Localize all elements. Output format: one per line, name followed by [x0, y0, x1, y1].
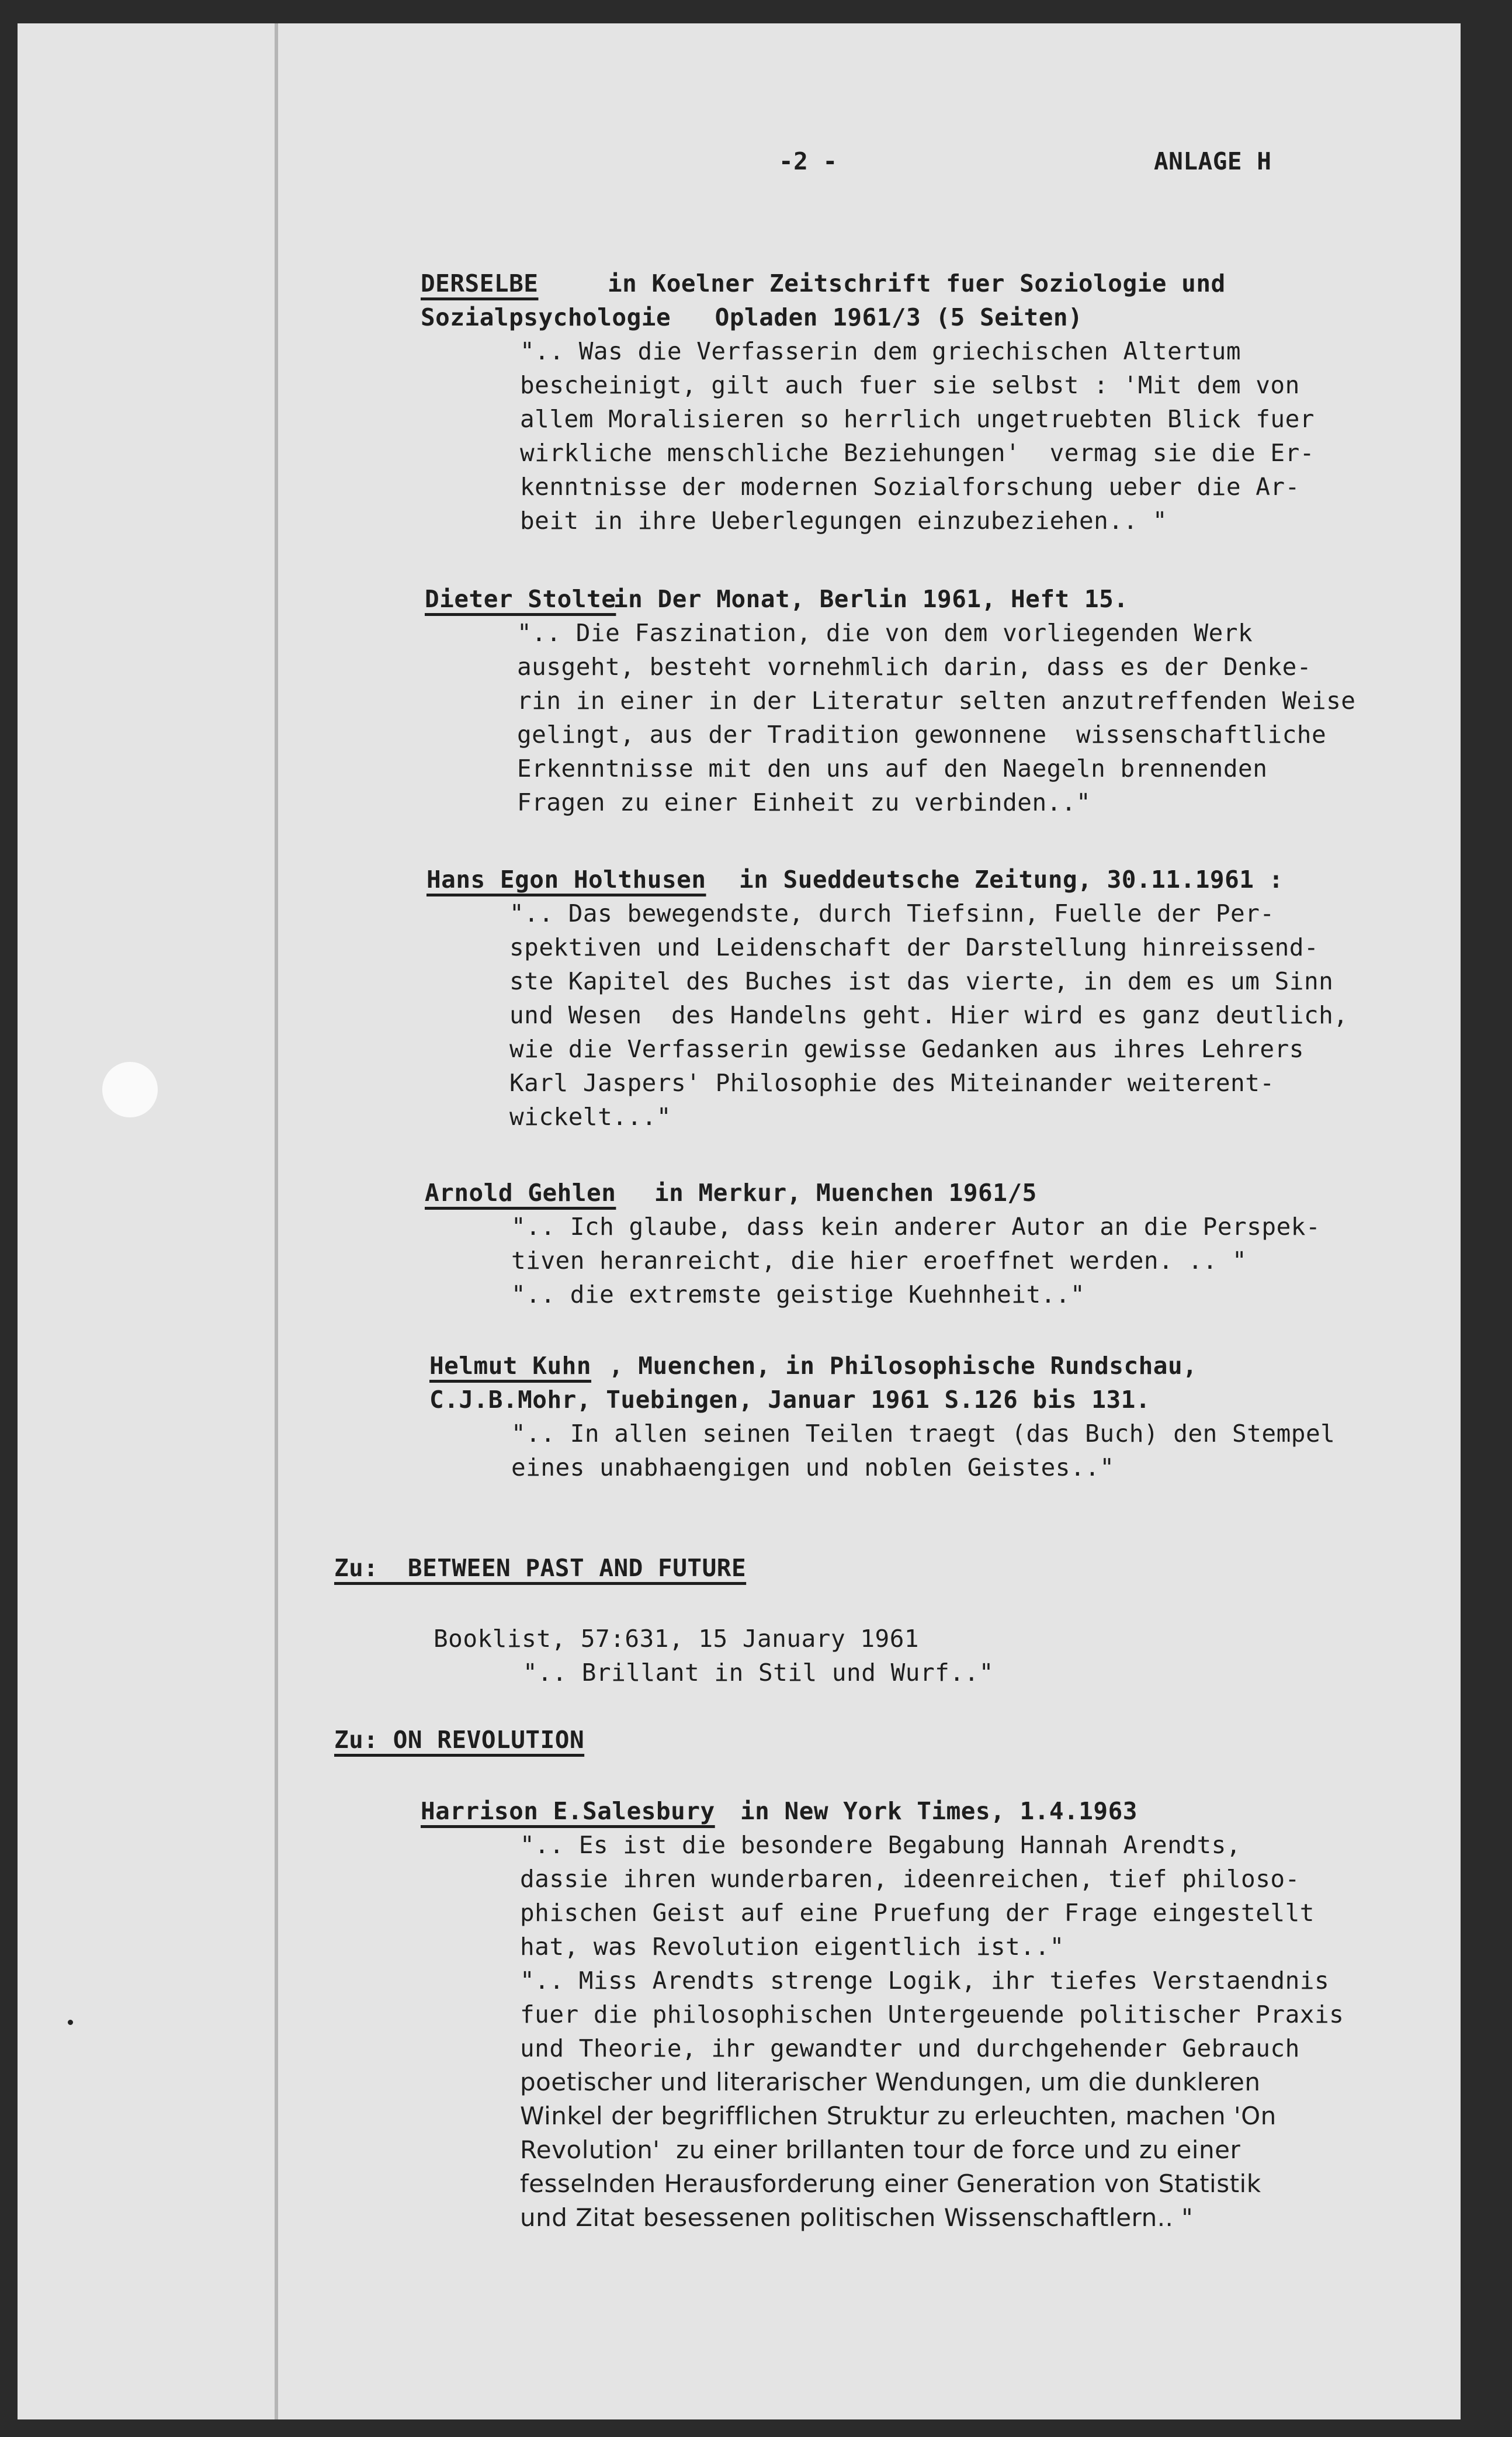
quote-line: ".. In allen seinen Teilen traegt (das Buch) den Stempel	[511, 1420, 1336, 1448]
quote-line: allem Moralisieren so herrlich ungetruebten Blick fuer	[520, 405, 1315, 433]
quote-line: spektiven und Leidenschaft der Darstellung hinreissend-	[509, 933, 1319, 961]
entry-source: C.J.B.Mohr, Tuebingen, Januar 1961 S.126 bis 131.	[429, 1386, 1151, 1414]
quote-line: Erkenntnisse mit den uns auf den Naegeln brennenden	[517, 754, 1268, 783]
quote-line: wirkliche menschliche Beziehungen' vermag sie die Er-	[520, 439, 1315, 467]
annex-label: ANLAGE H	[1154, 147, 1272, 175]
quote-line: Fragen zu einer Einheit zu verbinden.."	[517, 788, 1091, 816]
quote-line: ".. Die Faszination, die von dem vorliegenden Werk	[517, 619, 1253, 647]
entry-author: Hans Egon Holthusen	[426, 866, 706, 894]
entry-author: Helmut Kuhn	[429, 1352, 592, 1380]
entry-source: in Koelner Zeitschrift fuer Soziologie und	[608, 269, 1226, 297]
quote-line: und Zitat besessenen politischen Wissenschaftlern.. "	[520, 2203, 1194, 2232]
entry-source: in Sueddeutsche Zeitung, 30.11.1961 :	[739, 866, 1284, 894]
quote-line: gelingt, aus der Tradition gewonnene wissenschaftliche	[517, 721, 1327, 749]
quote-line: Revolution' zu einer brillanten tour de force und zu einer	[520, 2135, 1241, 2164]
quote-line: ".. Brillant in Stil und Wurf.."	[523, 1659, 994, 1687]
quote-line: ".. Es ist die besondere Begabung Hannah Arendts,	[520, 1831, 1241, 1859]
quote-line: ausgeht, besteht vornehmlich darin, dass es der Denke-	[517, 653, 1312, 681]
quote-line: kenntnisse der modernen Sozialforschung ueber die Ar-	[520, 473, 1300, 501]
page-number: -2 -	[779, 147, 838, 175]
quote-line: dassie ihren wunderbaren, ideenreichen, tief philoso-	[520, 1865, 1300, 1893]
quote-line: fesselnden Herausforderung einer Generation von Statistik	[520, 2169, 1261, 2198]
quote-line: bescheinigt, gilt auch fuer sie selbst : 'Mit dem von	[520, 371, 1300, 399]
quote-line: hat, was Revolution eigentlich ist.."	[520, 1933, 1064, 1961]
quote-line: rin in einer in der Literatur selten anzutreffenden Weise	[517, 687, 1356, 715]
entry-source: Sozialpsychologie Opladen 1961/3 (5 Seiten)	[421, 303, 1083, 331]
quote-line: ".. Miss Arendts strenge Logik, ihr tiefes Verstaendnis	[520, 1967, 1330, 1995]
entry-author: Dieter Stolte	[425, 585, 616, 613]
quote-line: ".. die extremste geistige Kuehnheit.."	[511, 1280, 1086, 1308]
quote-line: Winkel der begrifflichen Struktur zu erleuchten, machen 'On	[520, 2102, 1277, 2130]
quote-line: wie die Verfasserin gewisse Gedanken aus ihres Lehrers	[509, 1035, 1304, 1063]
quote-line: und Wesen des Handelns geht. Hier wird es ganz deutlich,	[509, 1001, 1348, 1029]
quote-line: fuer die philosophischen Untergeuende politischer Praxis	[520, 2000, 1344, 2028]
quote-line: tiven heranreicht, die hier eroeffnet werden. .. "	[511, 1247, 1247, 1275]
section-heading: Zu: ON REVOLUTION	[334, 1726, 585, 1754]
entry-author: Harrison E.Salesbury	[421, 1797, 715, 1825]
quote-line: eines unabhaengigen und noblen Geistes.."	[511, 1453, 1115, 1481]
entry-source: in Merkur, Muenchen 1961/5	[654, 1179, 1037, 1207]
margin-line	[275, 23, 278, 2419]
quote-line: wickelt..."	[509, 1103, 672, 1131]
punch-hole	[102, 1062, 158, 1117]
quote-line: beit in ihre Ueberlegungen einzubeziehen.. "	[520, 507, 1168, 535]
quote-line: ".. Was die Verfasserin dem griechischen Altertum	[520, 337, 1241, 365]
section-heading: Zu: BETWEEN PAST AND FUTURE	[334, 1554, 747, 1582]
quote-line: poetischer und literarischer Wendungen, um die dunkleren	[520, 2068, 1261, 2096]
quote-line: phischen Geist auf eine Pruefung der Frage eingestellt	[520, 1899, 1315, 1927]
entry-author: Arnold Gehlen	[425, 1179, 616, 1207]
entry-source: in New York Times, 1.4.1963	[740, 1797, 1138, 1825]
quote-line: ste Kapitel des Buches ist das vierte, in dem es um Sinn	[509, 967, 1334, 995]
entry-author: DERSELBE	[421, 269, 539, 297]
quote-line: ".. Das bewegendste, durch Tiefsinn, Fuelle der Per-	[509, 899, 1275, 927]
entry-source: in Der Monat, Berlin 1961, Heft 15.	[613, 585, 1129, 613]
speck	[68, 2020, 73, 2025]
document-page	[18, 23, 1461, 2419]
quote-line: ".. Ich glaube, dass kein anderer Autor an die Perspek-	[511, 1213, 1321, 1241]
quote-line: Karl Jaspers' Philosophie des Miteinander weiterent-	[509, 1069, 1275, 1097]
citation: Booklist, 57:631, 15 January 1961	[434, 1625, 920, 1653]
entry-source: , Muenchen, in Philosophische Rundschau,	[609, 1352, 1198, 1380]
quote-line: und Theorie, ihr gewandter und durchgehender Gebrauch	[520, 2034, 1300, 2062]
